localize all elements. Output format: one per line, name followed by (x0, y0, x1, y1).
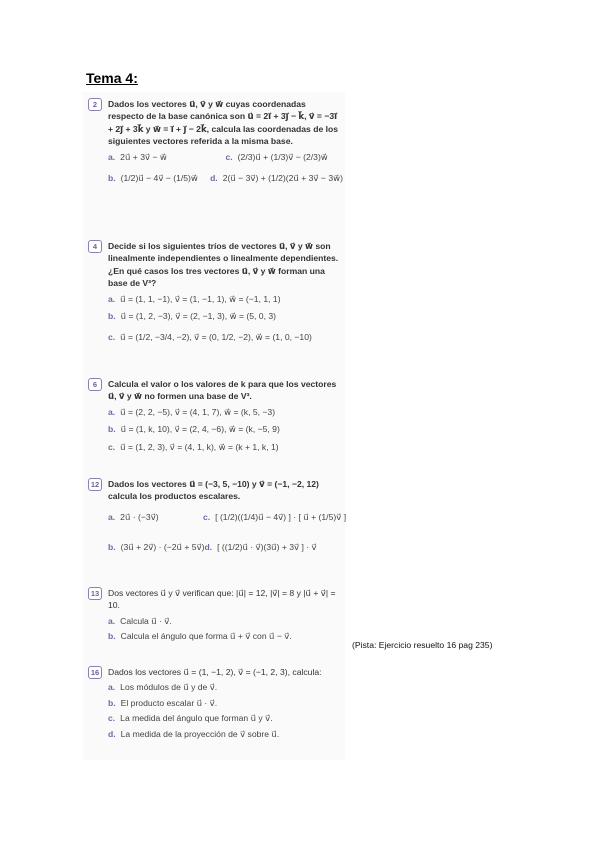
list-item: a. Calcula u⃗ · v⃗. (108, 615, 172, 626)
exercise-number: 16 (88, 666, 102, 679)
exercise-statement: Calcula el valor o los valores de k para que los vectores u⃗, v⃗ y w⃗ no formen una base de V³. (108, 379, 337, 402)
hint-text: (Pista: Ejercicio resuelto 16 pag 235) (352, 640, 493, 650)
exercise-statement: Dados los vectores u⃗, v⃗ y w⃗ cuyas coordenadas respecto de la base canónica son u⃗ = 2i⃗ + 3j⃗ − k⃗, v⃗ = −3i⃗ + 2j⃗ + 3k⃗ y w⃗ = i⃗ + j⃗ − 2k⃗, calcula las coordenadas de los siguientes vectores referida a la misma base. (108, 99, 339, 147)
list-item: c. u⃗ = (1, 2, 3), v⃗ = (4, 1, k), w⃗ = (k + 1, k, 1) (108, 441, 279, 452)
exercise-statement: Dados los vectores u⃗ = (−3, 5, −10) y v⃗ = (−1, −2, 12) calcula los productos escalares. (108, 479, 319, 502)
exercise-statement: Dados los vectores u⃗ = (1, −1, 2), v⃗ = (−1, 2, 3), calcula: (108, 667, 322, 677)
list-item: c. La medida del ángulo que forman u⃗ y v⃗. (108, 713, 273, 724)
list-item: a. Los módulos de u⃗ y de v⃗. (108, 682, 218, 693)
list-item: d. [ ((1/2)u⃗ · v⃗)(3u⃗) + 3v⃗ ] · v⃗ (204, 542, 317, 553)
list-item: b. u⃗ = (1, k, 10), v⃗ = (2, 4, −6), w⃗ = (k, −5, 9) (108, 424, 280, 435)
exercise-6 (88, 378, 343, 453)
exercise-number: 4 (88, 240, 102, 253)
list-item: b. (3u⃗ + 2v⃗) · (−2u⃗ + 5v⃗) (108, 542, 205, 553)
list-item: b. Calcula el ángulo que forma u⃗ + v⃗ con u⃗ − v⃗. (108, 631, 292, 642)
list-item: d. La medida de la proyección de v⃗ sobre u⃗. (108, 728, 280, 739)
list-item: c. (2/3)u⃗ + (1/3)v⃗ − (2/3)w⃗ (225, 151, 328, 162)
list-item: b. El producto escalar u⃗ · v⃗. (108, 697, 218, 708)
page-title: Tema 4: (86, 70, 138, 86)
exercise-4 (88, 240, 343, 344)
exercise-2 (88, 98, 343, 184)
exercise-16 (88, 666, 343, 740)
list-item: d. 2(u⃗ − 3v⃗) + (1/2)(2u⃗ + 3v⃗ − 3w⃗) (210, 173, 343, 184)
exercise-12 (88, 478, 347, 554)
exercise-statement: Decide si los siguientes tríos de vectores u⃗, v⃗ y w⃗ son linealmente independientes o linealmente dependientes. ¿En qué casos los tres vectores u⃗, v⃗ y w⃗ forman una base de V³? (108, 241, 339, 289)
list-item: c. [ (1/2)((1/4)u⃗ − 4v⃗) ] · [ u⃗ + (1/5)v⃗ ] (203, 511, 347, 522)
exercise-number: 6 (88, 378, 102, 391)
exercise-13 (88, 587, 343, 643)
list-item: a. u⃗ = (2, 2, −5), v⃗ = (4, 1, 7), w⃗ = (k, 5, −3) (108, 406, 276, 417)
exercise-statement: Dos vectores u⃗ y v⃗ verifican que: |u⃗| = 12, |v⃗| = 8 y |u⃗ + v⃗| = 10. (108, 588, 336, 611)
list-item: b. (1/2)u⃗ − 4v⃗ − (1/5)w⃗ (108, 173, 198, 184)
exercise-number: 2 (88, 98, 102, 111)
exercise-number: 13 (88, 587, 102, 600)
list-item: a. 2u⃗ · (−3v⃗) (108, 511, 159, 522)
list-item: c. u⃗ = (1/2, −3/4, −2), v⃗ = (0, 1/2, −2), w⃗ = (1, 0, −10) (108, 332, 312, 343)
list-item: a. 2u⃗ + 3v⃗ − w⃗ (108, 151, 167, 162)
list-item: a. u⃗ = (1, 1, −1), v⃗ = (1, −1, 1), w⃗ = (−1, 1, 1) (108, 293, 281, 304)
list-item: b. u⃗ = (1, 2, −3), v⃗ = (2, −1, 3), w⃗ = (5, 0, 3) (108, 311, 277, 322)
exercise-number: 12 (88, 478, 102, 491)
